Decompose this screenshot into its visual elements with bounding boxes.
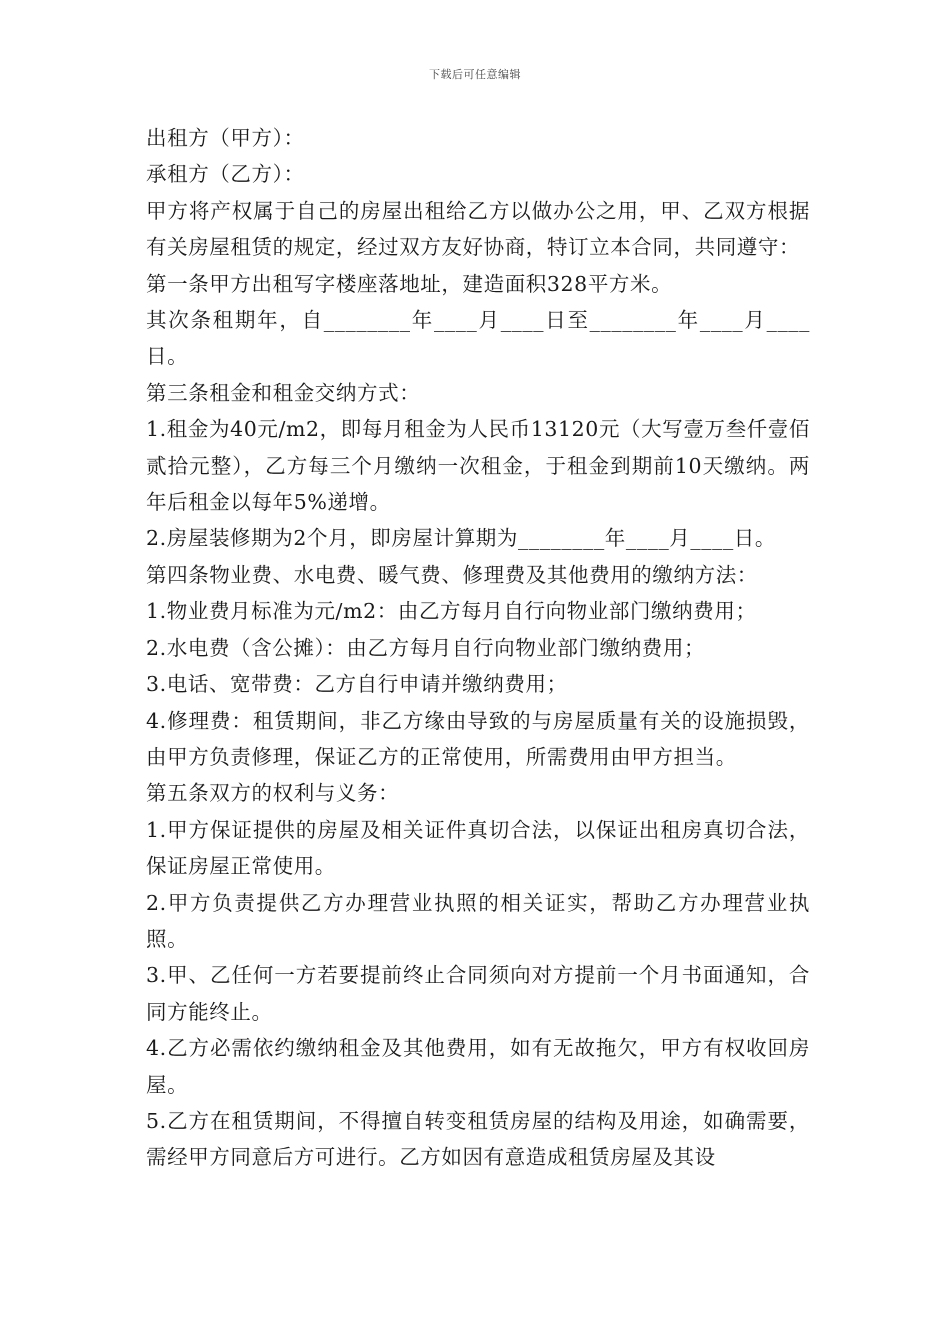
article-4-heading: 第四条物业费、水电费、暖气费、修理费及其他费用的缴纳方法：: [146, 562, 758, 587]
article-5-item-1: 1.甲方保证提供的房屋及相关证件真切合法，以保证出租房真切合法，保证房屋正常使用。: [146, 817, 810, 879]
article-3-heading: 第三条租金和租金交纳方式：: [146, 380, 421, 405]
article-3-item-1: 1.租金为40元/m2，即每月租金为人民币13120元（大写壹万叁仟壹佰贰拾元整），乙方每三个月缴纳一次租金，于租金到期前10天缴纳。两年后租金以每年5%递增。: [146, 417, 810, 515]
article-5-item-3: 3.甲、乙任何一方若要提前终止合同须向对方提前一个月书面通知，合同方能终止。: [146, 963, 810, 1024]
article-3-item-2: 2.房屋装修期为2个月，即房屋计算期为________年____月____日。: [146, 526, 777, 551]
preamble-paragraph: 甲方将产权属于自己的房屋出租给乙方以做办公之用，甲、乙双方根据有关房屋租赁的规定，经过双方友好协商，特订立本合同，共同遵守：: [146, 198, 810, 260]
article-4-item-1: 1.物业费月标准为元/m2：由乙方每月自行向物业部门缴纳费用；: [146, 599, 757, 624]
lessee-line: 承租方（乙方）：: [146, 162, 305, 187]
article-1-paragraph: 第一条甲方出租写字楼座落地址，建造面积328平方米。: [146, 271, 673, 296]
page-header: 下载后可任意编辑: [429, 68, 521, 81]
lessor-line: 出租方（甲方）：: [146, 126, 305, 150]
article-5-heading: 第五条双方的权利与义务：: [146, 781, 400, 806]
article-2-paragraph: 其次条租期年，自________年____月____日至________年____月____日。: [146, 308, 810, 369]
article-5-item-2: 2.甲方负责提供乙方办理营业执照的相关证实，帮助乙方办理营业执照。: [146, 890, 810, 951]
article-5-item-4: 4.乙方必需依约缴纳租金及其他费用，如有无故拖欠，甲方有权收回房屋。: [146, 1036, 810, 1097]
article-4-item-4: 4.修理费：租赁期间，非乙方缘由导致的与房屋质量有关的设施损毁，由甲方负责修理，保证乙方的正常使用，所需费用由甲方担当。: [146, 708, 810, 769]
article-4-item-3: 3.电话、宽带费：乙方自行申请并缴纳费用；: [146, 672, 568, 697]
article-4-item-2: 2.水电费（含公摊）：由乙方每月自行向物业部门缴纳费用；: [146, 635, 706, 660]
article-5-item-5: 5.乙方在租赁期间，不得擅自转变租赁房屋的结构及用途，如确需要，需经甲方同意后方可进行。乙方如因有意造成租赁房屋及其设: [146, 1108, 810, 1170]
document-body: [146, 120, 810, 1176]
